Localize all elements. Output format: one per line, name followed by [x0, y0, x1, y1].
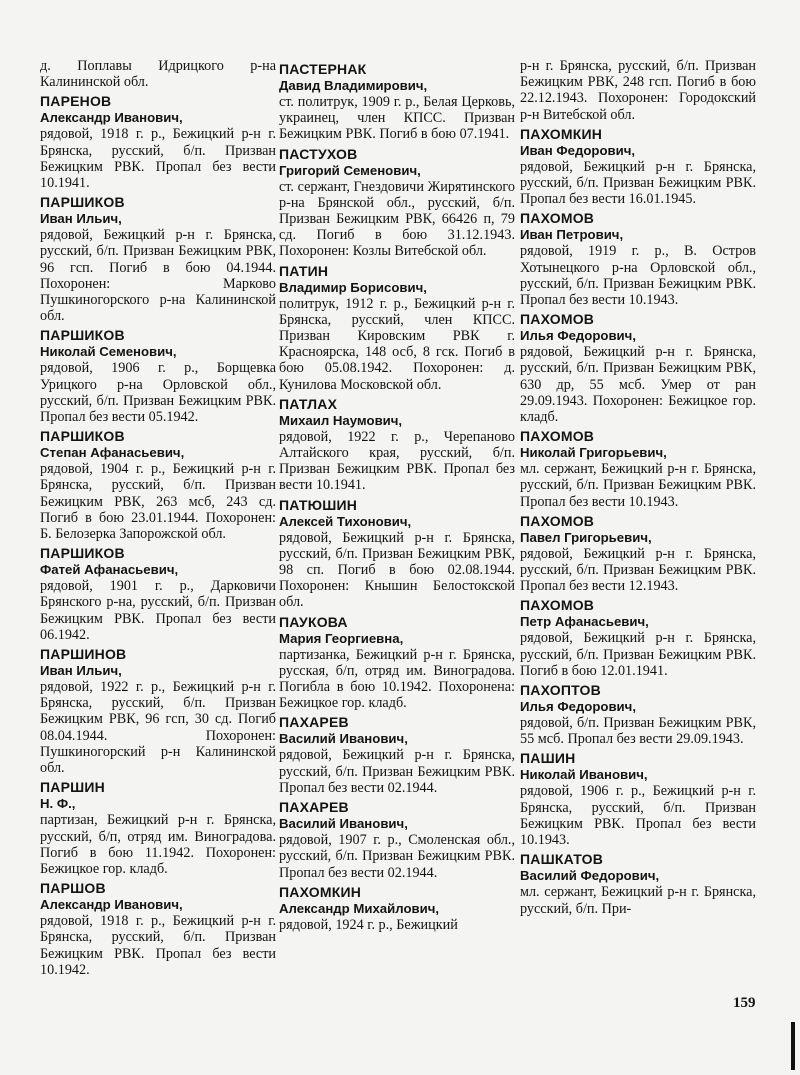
entry-details: д. Поплавы Идрицкого р-на Калининской обл. — [40, 58, 276, 91]
entry-given-name: Давид Владимирович, — [279, 78, 428, 93]
entry-given-name: Мария Георгиевна, — [279, 630, 404, 646]
entry-surname: ПАТЮШИН — [279, 496, 358, 513]
entry-given-name: Фатей Афанасьевич, — [40, 562, 179, 578]
memorial-entry — [279, 263, 515, 393]
entry-surname: ПАУКОВА — [279, 613, 348, 630]
memorial-entry — [279, 799, 515, 881]
page-number: 159 — [733, 995, 756, 1011]
entry-details: ст. политрук, 1909 г. р., Белая Церковь, украинец, член КПСС. Призван Бежицким РВК. Погиб в бою 07.1941. — [279, 94, 515, 143]
entry-details: рядовой, 1918 г. р., Бежицкий р-н г. Брянска, русский, б/п. Призван Бежицким РВК. Пропал без вести 10.1942. — [40, 913, 276, 978]
memorial-entry — [40, 646, 276, 776]
entry-details: рядовой, 1904 г. р., Бежицкий р-н г. Брянска, русский, б/п. Призван Бежицким РВК, 263 мсб, 243 сд. Погиб в бою 23.01.1944. Похоронен: Б. Белозерка Запорожской обл. — [40, 461, 276, 543]
memorial-entry — [40, 880, 276, 978]
entry-details: мл. сержант, Бежицкий р-н г. Брянска, русский, б/п. При- — [520, 884, 756, 917]
entry-surname: ПАХОМОВ — [520, 428, 595, 445]
entry-details: рядовой, Бежицкий р-н г. Брянска, русский, б/п. Призван Бежицким РВК. Погиб в бою 12.01.1941. — [520, 630, 756, 679]
entry-given-name: Иван Ильич, — [40, 663, 122, 679]
entry-surname: ПАХОМКИН — [279, 883, 362, 900]
entry-surname: ПАХОМОВ — [520, 597, 595, 614]
memorial-entry — [279, 614, 515, 712]
entry-surname: ПАРШИНОВ — [40, 646, 127, 663]
memorial-entry — [520, 58, 756, 123]
entry-surname: ПАТЛАХ — [279, 395, 338, 412]
entry-details: мл. сержант, Бежицкий р-н г. Брянска, русский, б/п. Призван Бежицким РВК. Пропал без вести 10.1943. — [520, 461, 756, 510]
memorial-entry — [520, 513, 756, 595]
entry-given-name: Михаил Наумович, — [279, 412, 403, 428]
entry-given-name: Степан Афанасьевич, — [40, 445, 185, 461]
entry-surname: ПАХАРЕВ — [279, 714, 349, 731]
memorial-entry — [279, 884, 515, 933]
memorial-entry — [40, 58, 276, 90]
memorial-entry — [520, 597, 756, 679]
memorial-entry — [279, 714, 515, 796]
entry-details: рядовой, 1922 г. р., Бежицкий р-н г. Брянска, русский, б/п. Призван Бежицким РВК, 96 гсп, 30 сд. Погиб 08.04.1944. Похоронен: Пушкиногорский р-н Калининской обл. — [40, 679, 276, 777]
entry-given-name: Илья Федорович, — [520, 699, 636, 715]
entry-surname: ПАРШИКОВ — [40, 327, 125, 344]
entry-given-name: Иван Петрович, — [520, 227, 624, 243]
entry-surname: ПАХОМОВ — [520, 311, 595, 328]
entry-details: рядовой, 1906 г. р., Бежицкий р-н г. Брянска, русский, б/п. Призван Бежицким РВК. Пропал без вести 10.1943. — [520, 783, 756, 849]
memorial-entry — [40, 327, 276, 425]
entry-given-name: Владимир Борисович, — [279, 279, 427, 295]
memorial-entry — [520, 210, 756, 308]
entry-details: рядовой, 1918 г. р., Бежицкий р-н г. Брянска, русский, б/п. Призван Бежицким РВК. Пропал без вести 10.1941. — [40, 126, 276, 192]
entry-given-name: Иван Федорович, — [520, 142, 636, 158]
entry-details: рядовой, Бежицкий р-н г. Брянска, русский, б/п. Призван Бежицким РВК. Пропал без вести 16.01.1945. — [520, 158, 756, 208]
entry-details: рядовой, 1924 г. р., Бежицкий — [279, 916, 458, 933]
entry-details: партизанка, Бежицкий р-н г. Брянска, русская, б/п, отряд им. Виноградова. Погибла в бою 10.1942. Похоронена: Бежицкое гор. кладб. — [279, 646, 515, 712]
entry-given-name: Александр Иванович, — [40, 110, 183, 126]
memorial-entry — [279, 61, 515, 143]
entry-given-name: Николай Григорьевич, — [520, 445, 667, 461]
entry-surname: ПАХОМОВ — [520, 210, 595, 227]
entry-given-name: Василий Иванович, — [279, 816, 408, 832]
memorial-entry — [520, 311, 756, 425]
entry-surname: ПАРШИН — [40, 779, 105, 796]
entry-surname: ПАСТУХОВ — [279, 145, 358, 162]
memorial-entry — [40, 428, 276, 542]
entry-given-name: Петр Афанасьевич, — [520, 614, 649, 630]
entry-details: рядовой, Бежицкий р-н г. Брянска, русский, б/п. Призван Бежицким РВК, 98 сп. Погиб в бою 02.08.1944. Похоронен: Кнышин Белостокской обл. — [279, 529, 515, 611]
memorial-entry — [40, 779, 276, 877]
page-edge-mark — [791, 1022, 795, 1070]
entry-surname: ПАРШИКОВ — [40, 428, 125, 445]
entry-surname: ПАХОМКИН — [520, 125, 603, 142]
entry-details: рядовой, 1907 г. р., Смоленская обл., русский, б/п. Призван Бежицким РВК. Пропал без вести 02.1944. — [279, 832, 515, 881]
entry-details: рядовой, 1906 г. р., Борщевка Урицкого р-на Орловской обл., русский, б/п. Призван Бежицким РВК. Пропал без вести 05.1942. — [40, 360, 276, 426]
entry-surname: ПАШИН — [520, 750, 576, 767]
entry-details: рядовой, 1922 г. р., Черепаново Алтайского края, русский, б/п. Призван Бежицким РВК. Пропал без вести 10.1941. — [279, 428, 515, 494]
entry-details: рядовой, б/п. Призван Бежицким РВК, 55 мсб. Пропал без вести 29.09.1943. — [520, 715, 756, 748]
memorial-entry — [40, 194, 276, 324]
memorial-entry — [520, 851, 756, 916]
memorial-entry — [40, 545, 276, 643]
memorial-entry — [520, 750, 756, 848]
entry-details: политрук, 1912 г. р., Бежицкий р-н г. Брянска, русский, член КПСС. Призван Кировским РВК г. Красноярска, 148 осб, 8 гск. Погиб в бою 05.08.1942. Похоронен: д. Кунилова Московской обл. — [279, 295, 515, 393]
entry-details: ст. сержант, Гнездовичи Жирятинского р-на Брянской обл., русский, б/п. Призван Бежицким РВК, 66426 п, 79 сд. Погиб в бою 31.12.1943. Похоронен: Козлы Витебской обл. — [279, 178, 515, 260]
entry-surname: ПАТИН — [279, 262, 329, 279]
text-column-1 — [40, 58, 276, 979]
entry-given-name: Василий Федорович, — [520, 868, 660, 884]
memorial-entry — [279, 146, 515, 260]
entry-surname: ПАРШОВ — [40, 880, 106, 897]
entry-details: рядовой, Бежицкий р-н г. Брянска, русский, б/п. Призван Бежицким РВК. Пропал без вести 12.1943. — [520, 545, 756, 595]
entry-given-name: Павел Григорьевич, — [520, 529, 652, 545]
memorial-entry — [279, 497, 515, 611]
entry-details: рядовой, Бежицкий р-н г. Брянска, русский, б/п. Призван Бежицким РВК. Пропал без вести 02.1944. — [279, 747, 515, 796]
text-column-2 — [279, 58, 515, 934]
entry-given-name: Николай Иванович, — [520, 767, 648, 783]
memorial-entry — [279, 396, 515, 494]
entry-given-name: Александр Михайлович, — [279, 900, 440, 916]
entry-details: рядовой, 1901 г. р., Дарковичи Брянского р-на, русский, б/п. Призван Бежицким РВК. Пропал без вести 06.1942. — [40, 578, 276, 643]
entry-given-name: Александр Иванович, — [40, 897, 183, 913]
entry-details: р-н г. Брянска, русский, б/п. Призван Бежицким РВК, 248 гсп. Погиб в бою 22.12.1943. Похоронен: Городокский р-н Витебской обл. — [520, 58, 756, 123]
entry-details: рядовой, Бежицкий р-н г. Брянска, русский, б/п. Призван Бежицким РВК, 96 гсп. Погиб в бою 04.1944. Похоронен: Марково Пушкиногорского р-на Калининской обл. — [40, 227, 276, 325]
entry-surname: ПАХОМОВ — [520, 512, 595, 529]
entry-given-name: Н. Ф., — [40, 796, 76, 812]
entry-surname: ПАРШИКОВ — [40, 545, 125, 562]
entry-given-name: Иван Ильич, — [40, 211, 122, 227]
entry-surname: ПАХАРЕВ — [279, 799, 349, 816]
entry-surname: ПАРШИКОВ — [40, 194, 125, 211]
entry-details: рядовой, 1919 г. р., В. Остров Хотынецкого р-на Орловской обл., русский, б/п. Призван Бежицким РВК. Пропал без вести 10.1943. — [520, 243, 756, 309]
entry-details: партизан, Бежицкий р-н г. Брянска, русский, б/п, отряд им. Виноградова. Погиб в бою 11.1942. Похоронен: Бежицкое гор. кладб. — [40, 812, 276, 877]
entry-surname: ПАХОПТОВ — [520, 682, 601, 699]
text-column-3 — [520, 58, 756, 918]
entry-details: рядовой, Бежицкий р-н г. Брянска, русский, б/п. Призван Бежицким РВК, 630 др, 55 мсб. Умер от ран 29.09.1943. Похоронен: Бежицкое гор. кладб. — [520, 344, 756, 426]
entry-given-name: Алексей Тихонович, — [279, 513, 412, 529]
entry-given-name: Григорий Семенович, — [279, 162, 421, 178]
entry-surname: ПАРЕНОВ — [40, 93, 112, 110]
memorial-entry — [520, 126, 756, 208]
entry-given-name: Василий Иванович, — [279, 731, 408, 747]
entry-given-name: Илья Федорович, — [520, 328, 636, 344]
memorial-entry — [520, 428, 756, 510]
entry-surname: ПАСТЕРНАК — [279, 61, 367, 77]
entry-given-name: Николай Семенович, — [40, 344, 177, 360]
memorial-entry — [40, 93, 276, 191]
memorial-entry — [520, 682, 756, 747]
entry-surname: ПАШКАТОВ — [520, 851, 604, 868]
